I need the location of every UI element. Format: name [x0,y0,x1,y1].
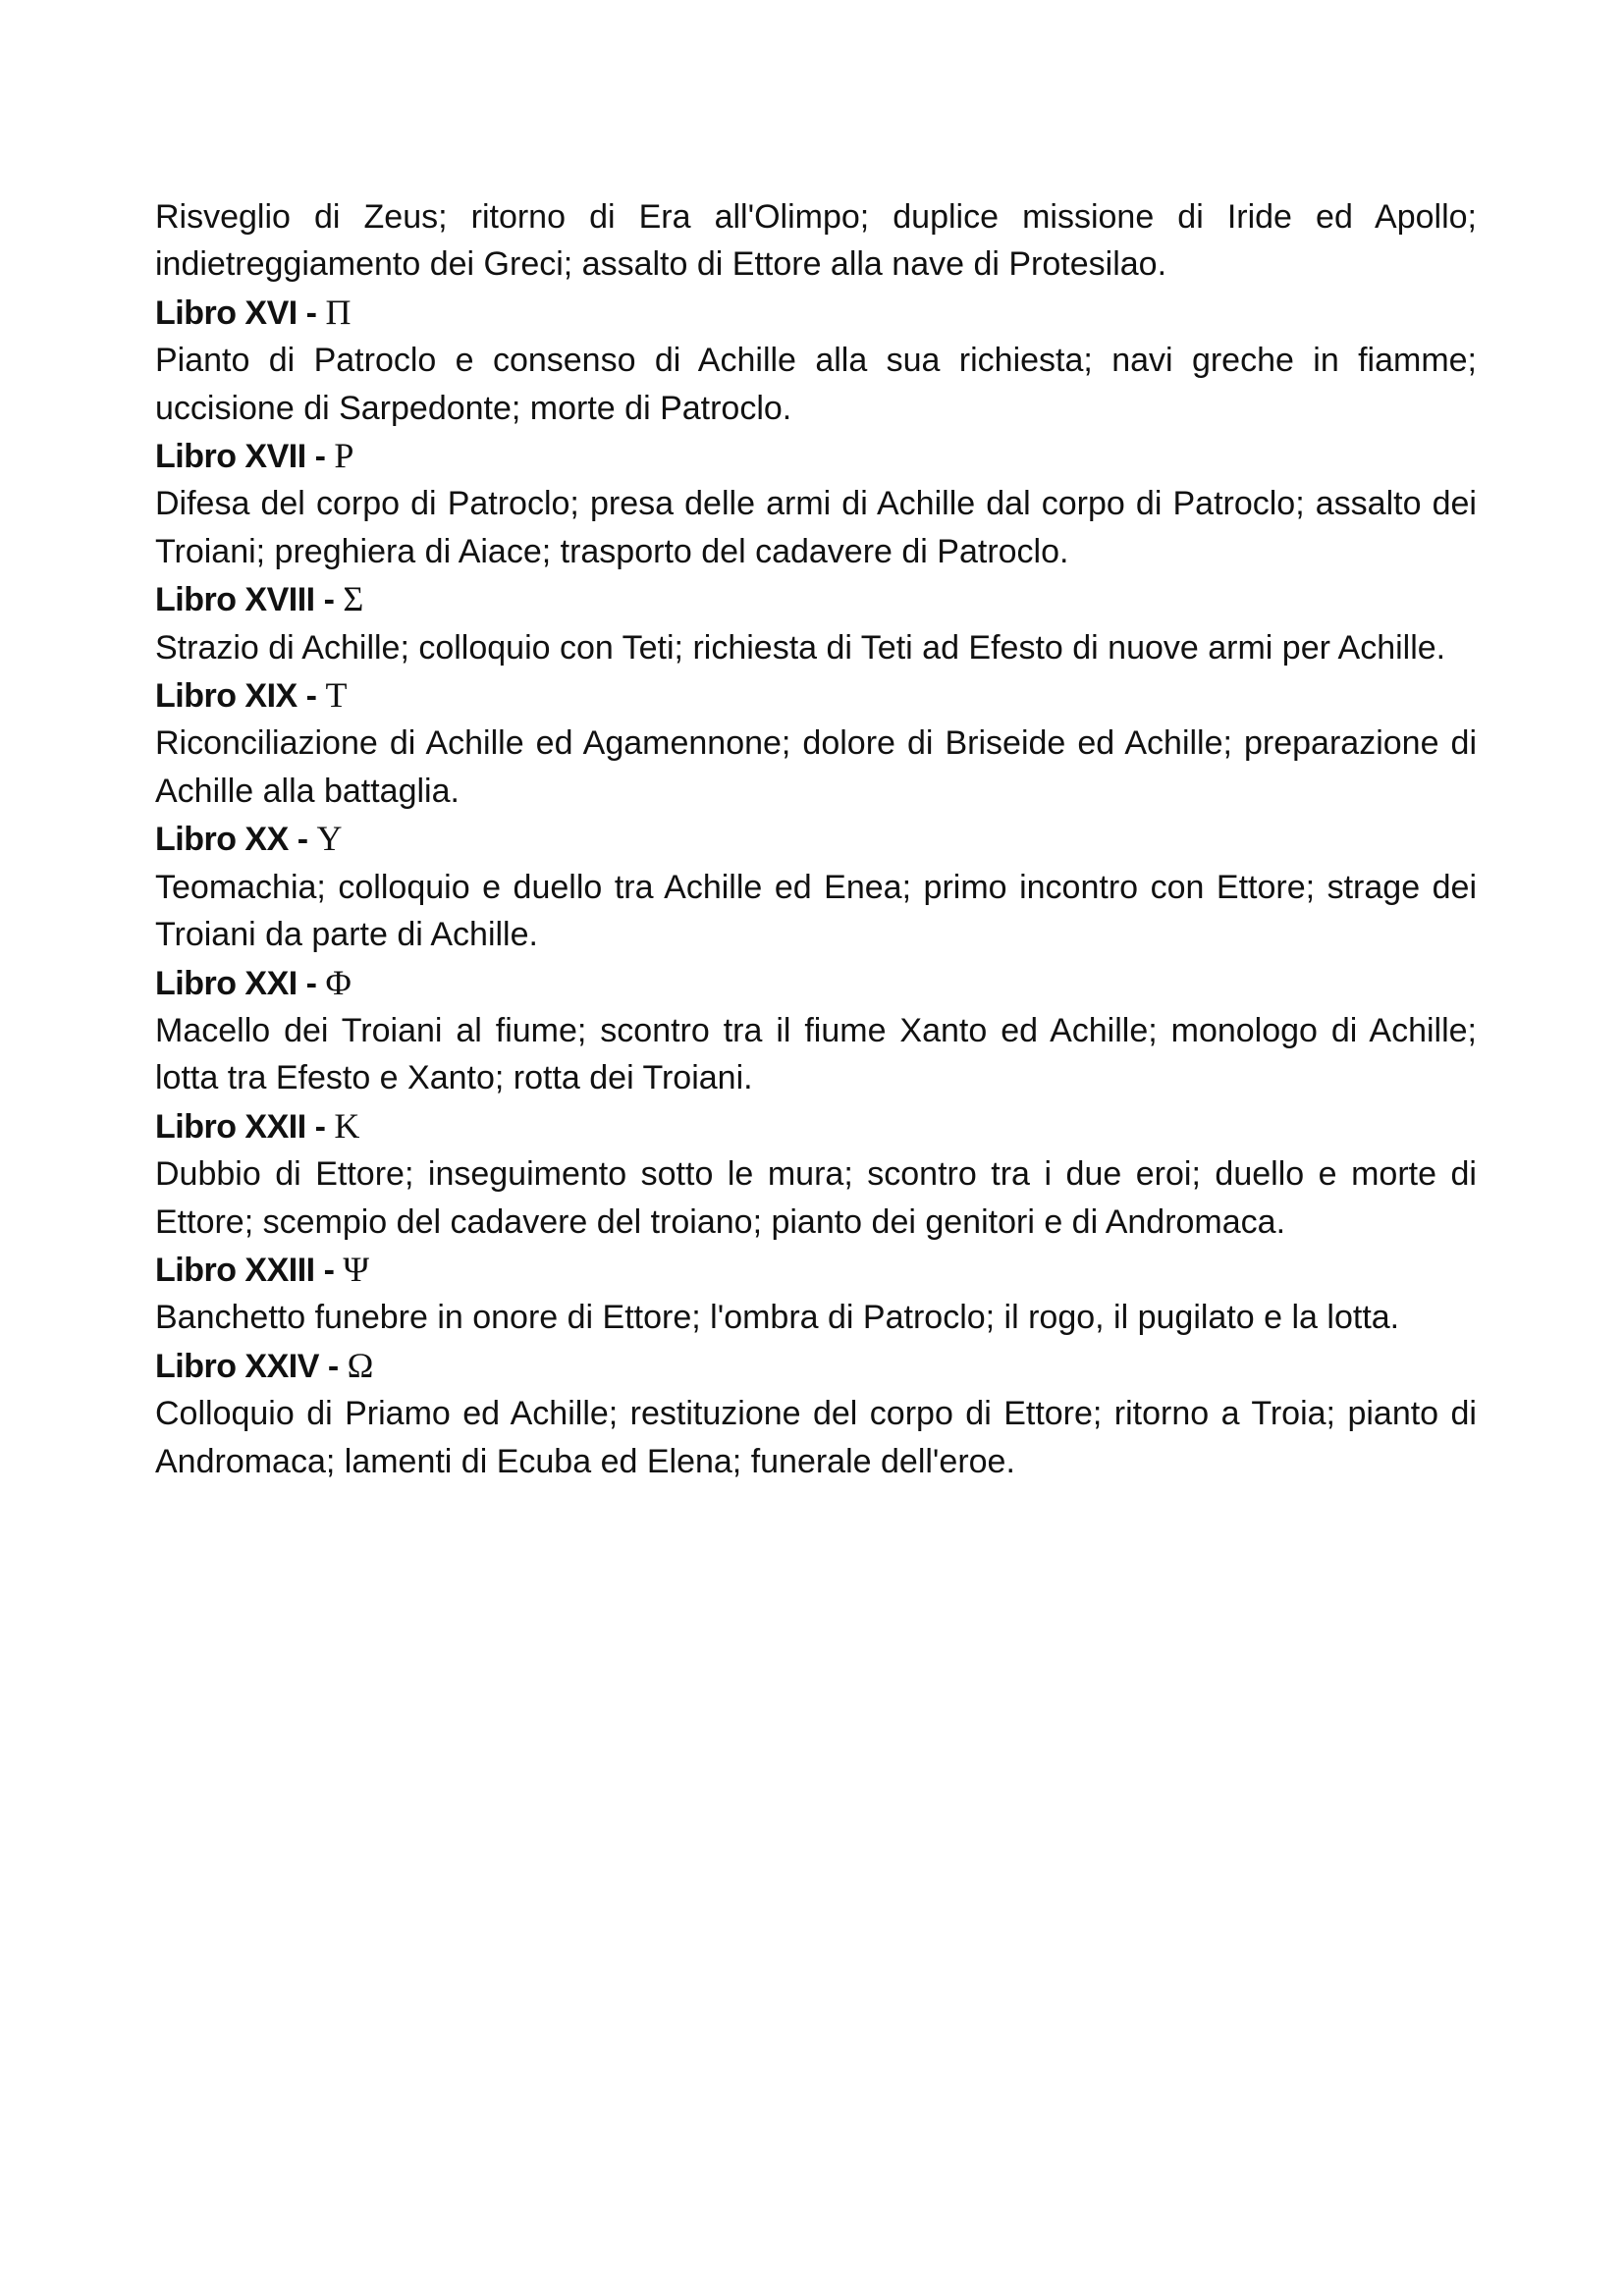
book-summary: Pianto di Patroclo e consenso di Achille alla sua richiesta; navi greche in fiamme; uccisione di Sarpedonte; morte di Patroclo. [155,342,1477,427]
greek-letter: Φ [325,962,352,1002]
book-title: Libro XXIV - [155,1347,348,1385]
greek-letter: Ψ [343,1249,369,1289]
book-section-xxii [155,1102,1477,1246]
book-title: Libro XVII - [155,438,335,476]
book-section-xix [155,671,1477,815]
intro-paragraph: Risveglio di Zeus; ritorno di Era all'Olimpo; duplice missione di Iride ed Apollo; indietreggiamento dei Greci; assalto di Ettore alla nave di Protesilao. [155,198,1477,284]
book-title: Libro XXII - [155,1107,335,1146]
book-heading [155,289,1477,337]
document-page [155,193,1477,1485]
greek-letter: Σ [343,579,363,619]
book-summary: Banchetto funebre in onore di Ettore; l'ombra di Patroclo; il rogo, il pugilato e la lotta. [155,1299,1400,1337]
book-section-xxi [155,959,1477,1102]
book-summary: Riconciliazione di Achille ed Agamennone; dolore di Briseide ed Achille; preparazione di Achille alla battaglia. [155,724,1477,810]
book-title: Libro XIX - [155,677,326,716]
book-heading [155,671,1477,720]
book-heading [155,959,1477,1007]
book-heading [155,432,1477,480]
greek-letter: Π [325,292,351,332]
book-heading [155,815,1477,863]
book-summary: Teomachia; colloquio e duello tra Achille ed Enea; primo incontro con Ettore; strage dei Troiani da parte di Achille. [155,868,1477,954]
book-title: Libro XVI - [155,294,326,332]
book-section-xxiv [155,1342,1477,1485]
greek-letter: Ρ [334,436,353,476]
book-summary: Colloquio di Priamo ed Achille; restituzione del corpo di Ettore; ritorno a Troia; pianto di Andromaca; lamenti di Ecuba ed Elena; funerale dell'eroe. [155,1395,1477,1480]
book-summary: Difesa del corpo di Patroclo; presa delle armi di Achille dal corpo di Patroclo; assalto dei Troiani; preghiera di Aiace; trasporto del cadavere di Patroclo. [155,485,1477,570]
book-section-xvi [155,289,1477,432]
book-heading [155,575,1477,623]
book-section-xvii [155,432,1477,575]
book-section-xviii [155,575,1477,671]
book-heading [155,1102,1477,1150]
greek-letter: Κ [334,1105,359,1146]
book-section-xx [155,815,1477,958]
book-title: Libro XXIII - [155,1251,344,1289]
book-heading [155,1246,1477,1294]
greek-letter: Τ [325,675,347,716]
book-title: Libro XXI - [155,964,326,1002]
greek-letter: Ω [347,1345,373,1385]
book-summary: Dubbio di Ettore; inseguimento sotto le mura; scontro tra i due eroi; duello e morte di Ettore; scempio del cadavere del troiano; pianto dei genitori e di Andromaca. [155,1155,1477,1241]
book-summary: Strazio di Achille; colloquio con Teti; richiesta di Teti ad Efesto di nuove armi per Achille. [155,628,1446,667]
book-title: Libro XX - [155,821,317,859]
book-heading [155,1342,1477,1390]
book-summary: Macello dei Troiani al fiume; scontro tra il fiume Xanto ed Achille; monologo di Achille; lotta tra Efesto e Xanto; rotta dei Troiani. [155,1011,1477,1097]
book-title: Libro XVIII - [155,581,344,619]
book-section-xxiii [155,1246,1477,1342]
greek-letter: Υ [316,819,342,859]
